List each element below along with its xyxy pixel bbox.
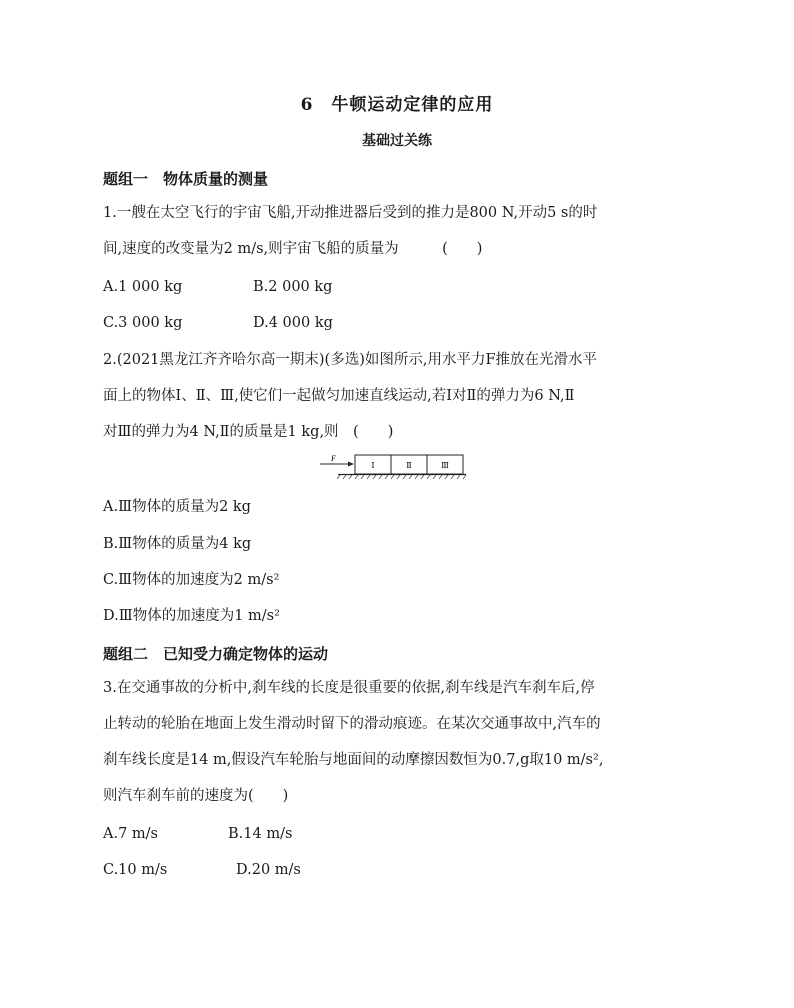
q2-text-line-1: 2.(2021黑龙江齐齐哈尔高一期末)(多选)如图所示,用水平力F推放在光滑水平 bbox=[103, 352, 598, 368]
block-3-label: Ⅲ bbox=[441, 461, 449, 470]
q3-text-line-3: 刹车线长度是14 m,假设汽车轮胎与地面间的动摩擦因数恒为0.7,g取10 m/s², bbox=[103, 752, 604, 768]
q1-option-b: B.2 000 kg bbox=[253, 279, 333, 295]
force-arrow-head bbox=[348, 462, 354, 467]
q1-option-d: D.4 000 kg bbox=[253, 315, 333, 331]
q1-text-line-2: 间,速度的改变量为2 m/s,则宇宙飞船的质量为 ( ) bbox=[103, 241, 483, 257]
q2-option-b: B.Ⅲ物体的质量为4 kg bbox=[103, 536, 252, 552]
q3-option-c: C.10 m/s bbox=[103, 862, 168, 878]
section-subtitle: 基础过关练 bbox=[362, 133, 432, 149]
block-2-label: Ⅱ bbox=[406, 461, 412, 470]
block-1-label: Ⅰ bbox=[371, 461, 375, 470]
page-title: 6 牛顿运动定律的应用 bbox=[300, 95, 494, 115]
group-heading-1: 题组一 物体质量的测量 bbox=[103, 170, 269, 188]
blocks-diagram bbox=[318, 452, 468, 482]
q3-option-d: D.20 m/s bbox=[236, 862, 301, 878]
q3-text-line-2: 止转动的轮胎在地面上发生滑动时留下的滑动痕迹。在某次交通事故中,汽车的 bbox=[103, 716, 601, 732]
q2-option-c: C.Ⅲ物体的加速度为2 m/s² bbox=[103, 572, 280, 588]
q2-text-line-2: 面上的物体Ⅰ、Ⅱ、Ⅲ,使它们一起做匀加速直线运动,若Ⅰ对Ⅱ的弹力为6 N,Ⅱ bbox=[103, 388, 575, 404]
q2-option-d: D.Ⅲ物体的加速度为1 m/s² bbox=[103, 608, 280, 624]
q1-option-c: C.3 000 kg bbox=[103, 315, 183, 331]
q2-option-a: A.Ⅲ物体的质量为2 kg bbox=[103, 499, 251, 515]
group-heading-2: 题组二 已知受力确定物体的运动 bbox=[103, 645, 329, 663]
ground-hatching bbox=[337, 475, 466, 479]
q2-figure bbox=[318, 452, 468, 482]
q3-text-line-4: 则汽车刹车前的速度为( ) bbox=[103, 788, 289, 804]
q3-option-a: A.7 m/s bbox=[103, 826, 158, 842]
force-label: F bbox=[331, 454, 336, 463]
q3-option-b: B.14 m/s bbox=[228, 826, 293, 842]
q1-text-line-1: 1.一艘在太空飞行的宇宙飞船,开动推进器后受到的推力是800 N,开动5 s的时 bbox=[103, 205, 598, 221]
q2-text-line-3: 对Ⅲ的弹力为4 N,Ⅱ的质量是1 kg,则 ( ) bbox=[103, 424, 394, 440]
q3-text-line-1: 3.在交通事故的分析中,刹车线的长度是很重要的依据,刹车线是汽车刹车后,停 bbox=[103, 680, 595, 696]
q1-option-a: A.1 000 kg bbox=[103, 279, 183, 295]
